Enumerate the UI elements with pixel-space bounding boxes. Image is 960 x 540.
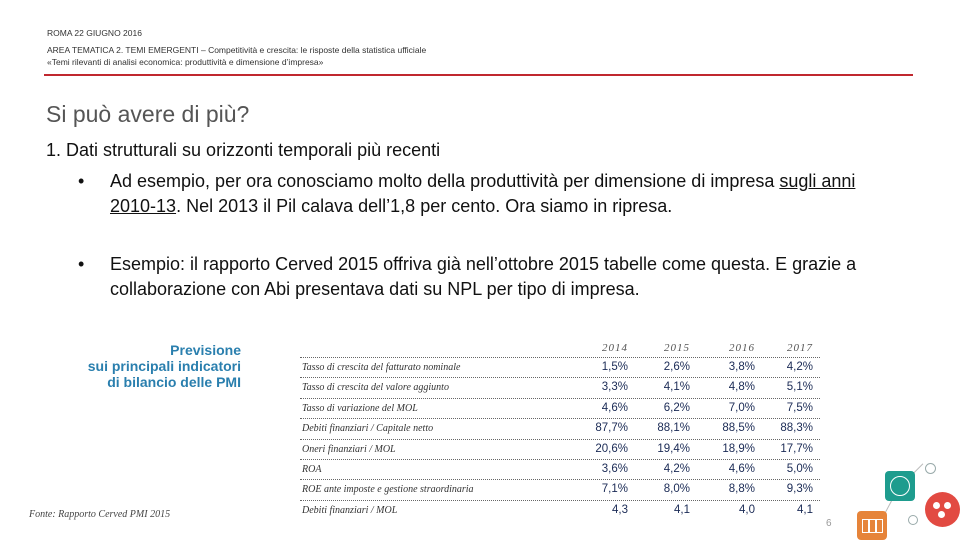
row-value: 4,6% (728, 463, 755, 475)
row-value: 3,3% (601, 381, 628, 394)
row-value: 8,8% (728, 483, 755, 496)
row-value: 4,2% (663, 463, 690, 475)
row-value: 7,5% (786, 401, 813, 414)
row-value: 4,1% (663, 381, 690, 394)
header-divider (44, 74, 913, 76)
row-label: Oneri finanziari / MOL (302, 443, 396, 455)
network-logo-teal-icon (885, 471, 915, 501)
table-heading-line: sui principali indicatori (87, 358, 241, 374)
table-row (300, 459, 820, 480)
row-value: 4,0 (739, 503, 755, 516)
table-row (300, 479, 820, 500)
bullet-1 (78, 169, 878, 249)
row-value: 4,3 (612, 503, 628, 516)
row-value: 5,0% (786, 463, 813, 475)
row-value: 4,2% (786, 361, 813, 373)
row-value: 3,8% (728, 361, 755, 373)
row-value: 88,5% (722, 422, 755, 435)
table-row (300, 398, 820, 419)
row-label: Tasso di crescita del valore aggiunto (302, 382, 449, 394)
year-header: 2014 (602, 342, 628, 354)
header-area: AREA TEMATICA 2. TEMI EMERGENTI – Competitività e crescita: le risposte della statistica ufficiale (47, 45, 427, 55)
row-value: 17,7% (780, 442, 813, 455)
row-value: 8,0% (663, 483, 690, 496)
row-value: 7,1% (601, 483, 628, 496)
network-node (925, 463, 936, 474)
table-row (300, 377, 820, 398)
table-heading (65, 342, 241, 390)
bullet-1-text-a: Ad esempio, per ora conosciamo molto della produttività per dimensione di impresa (110, 171, 780, 191)
table-row (300, 500, 820, 521)
row-value: 20,6% (595, 442, 628, 455)
row-value: 88,1% (657, 422, 690, 435)
network-logo-people-icon (925, 492, 960, 527)
table-row (300, 418, 820, 439)
page-number: 6 (826, 518, 832, 529)
network-node (908, 515, 918, 525)
slide-subtitle: 1. Dati strutturali su orizzonti temporali più recenti (46, 140, 441, 160)
table-heading-line: di bilancio delle PMI (107, 374, 241, 390)
year-header: 2016 (729, 342, 755, 354)
row-value: 87,7% (595, 422, 628, 435)
bullet-1-text (110, 169, 900, 219)
row-value: 2,6% (663, 361, 690, 373)
header-date: ROMA 22 GIUGNO 2016 (47, 28, 142, 38)
row-value: 9,3% (786, 483, 813, 496)
row-value: 5,1% (786, 381, 813, 394)
row-value: 88,3% (780, 422, 813, 435)
bullet-2 (78, 252, 878, 332)
slide-title: Si può avere di più? (46, 101, 250, 127)
row-value: 4,8% (728, 381, 755, 394)
bullet-1-underlined: sugli anni 2010-13 (110, 171, 856, 216)
row-value: 19,4% (657, 442, 690, 455)
row-label: Debiti finanziari / MOL (302, 504, 398, 516)
year-header: 2017 (787, 342, 813, 354)
forecast-table (25, 333, 825, 528)
table-row (300, 439, 820, 460)
table-row (300, 357, 820, 378)
bullet-1-text-b: . Nel 2013 il Pil calava dell’1,8 per cento. Ora siamo in ripresa. (176, 196, 673, 216)
row-label: ROA (302, 464, 322, 475)
row-value: 1,5% (601, 361, 628, 373)
table-source: Fonte: Rapporto Cerved PMI 2015 (29, 509, 171, 520)
row-label: Debiti finanziari / Capitale netto (302, 423, 434, 435)
row-value: 4,1 (797, 503, 813, 516)
row-value: 7,0% (728, 401, 755, 414)
row-label: ROE ante imposte e gestione straordinaria (302, 484, 474, 496)
row-value: 4,1 (674, 503, 690, 516)
bullet-dot: • (78, 254, 85, 274)
network-logo-orange-icon (857, 511, 887, 540)
row-value: 18,9% (722, 442, 755, 455)
row-value: 6,2% (663, 401, 690, 414)
bullet-dot: • (78, 171, 85, 191)
row-value: 4,6% (601, 401, 628, 414)
row-label: Tasso di variazione del MOL (302, 402, 418, 414)
table-heading-line: Previsione (170, 342, 241, 358)
row-label: Tasso di crescita del fatturato nominale (302, 362, 461, 373)
row-value: 3,6% (601, 463, 628, 475)
year-header: 2015 (664, 342, 690, 354)
bullet-2-text: Esempio: il rapporto Cerved 2015 offriva già nell’ottobre 2015 tabelle come questa. E grazie a collaborazione con Abi presentava dati su NPL per tipo di impresa. (110, 254, 857, 299)
header-topic: «Temi rilevanti di analisi economica: produttività e dimensione d’impresa» (47, 57, 324, 67)
